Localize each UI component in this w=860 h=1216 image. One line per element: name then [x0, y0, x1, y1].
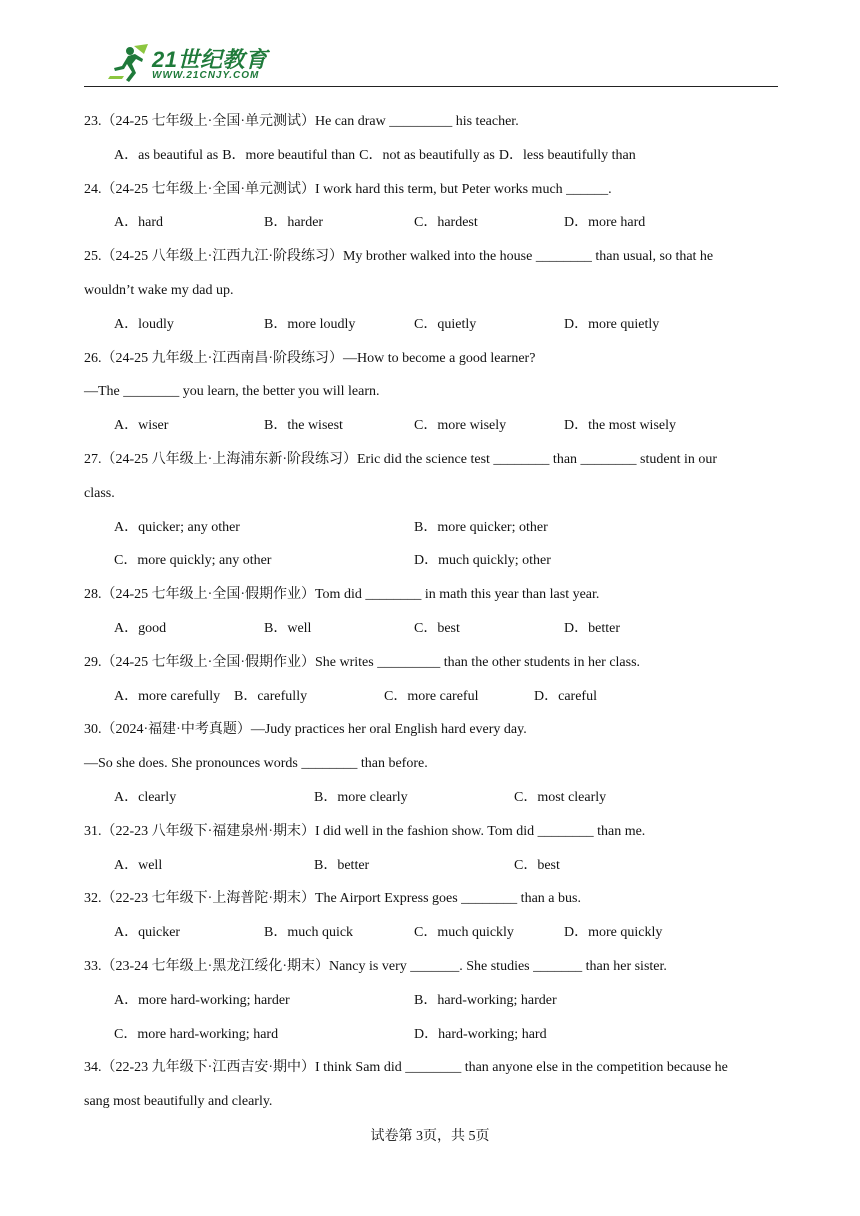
option-row: [84, 139, 784, 173]
page-header: [84, 40, 778, 87]
answer-option[interactable]: A．as beautiful as: [114, 147, 219, 163]
answer-option[interactable]: B．the wisest: [264, 418, 343, 434]
answer-option[interactable]: B．harder: [264, 215, 324, 231]
question-item: [84, 578, 784, 646]
question-item: [84, 882, 784, 950]
answer-option[interactable]: A．more hard-working; harder: [114, 992, 290, 1008]
answer-option[interactable]: D．careful: [534, 688, 597, 704]
question-stem-line: wouldn’t wake my dad up.: [84, 282, 234, 298]
question-item: [84, 240, 784, 341]
answer-option[interactable]: A．more carefully: [114, 688, 221, 704]
answer-option[interactable]: A．good: [114, 620, 167, 636]
answer-option[interactable]: C．best: [414, 620, 460, 636]
answer-option[interactable]: D．less beautifully than: [498, 147, 636, 163]
answer-option[interactable]: B．much quick: [264, 925, 354, 941]
question-item: [84, 950, 784, 1051]
answer-option[interactable]: C．more hard-working; hard: [114, 1026, 279, 1042]
answer-option[interactable]: C．quietly: [414, 316, 477, 332]
answer-option[interactable]: D．better: [564, 620, 620, 636]
option-row: [84, 308, 784, 342]
logo: [108, 42, 278, 84]
answer-option[interactable]: C．most clearly: [514, 789, 607, 805]
question-stem-line: —So she does. She pronounces words ________ than before.: [84, 756, 428, 772]
option-row: [84, 680, 784, 714]
question-item: [84, 1051, 784, 1119]
answer-option[interactable]: C．not as beautifully as: [359, 147, 495, 163]
answer-option[interactable]: B．hard-working; harder: [414, 992, 557, 1008]
answer-option[interactable]: C．much quickly: [414, 925, 514, 941]
question-stem-line: 29.（24-25 七年级上·全国·假期作业）She writes _________ than the other students in her class.: [84, 654, 641, 670]
answer-option[interactable]: D．more quietly: [564, 316, 660, 332]
question-stem-line: 28.（24-25 七年级上·全国·假期作业）Tom did ________ in math this year than last year.: [84, 587, 600, 603]
answer-option[interactable]: A．hard: [114, 215, 163, 231]
option-row: [84, 916, 784, 950]
question-item: [84, 342, 784, 443]
answer-option[interactable]: B．more loudly: [264, 316, 356, 332]
question-stem-line: 25.（24-25 八年级上·江西九江·阶段练习）My brother walked into the house ________ than usual, so that he: [84, 249, 714, 265]
question-list: [84, 105, 784, 1119]
question-stem-line: 33.（23-24 七年级上·黑龙江绥化·期末）Nancy is very _______. She studies _______ than her sister.: [84, 958, 667, 974]
page-footer: 试卷第 3页，共 5页: [370, 1129, 490, 1144]
question-stem-line: 26.（24-25 九年级上·江西南昌·阶段练习）—How to become a good learner?: [84, 350, 536, 366]
option-row: [84, 984, 784, 1018]
answer-option[interactable]: B．well: [264, 620, 312, 636]
answer-option[interactable]: A．clearly: [114, 789, 177, 805]
logo-title: 21世纪教育: [152, 47, 268, 72]
question-stem-line: 30.（2024·福建·中考真题）—Judy practices her oral English hard every day.: [84, 722, 527, 738]
answer-option[interactable]: C．more careful: [384, 688, 479, 704]
option-row: [84, 511, 784, 545]
option-row: [84, 544, 784, 578]
answer-option[interactable]: D．more hard: [564, 215, 646, 231]
answer-option[interactable]: D．the most wisely: [564, 418, 676, 434]
answer-option[interactable]: A．wiser: [114, 418, 169, 434]
question-stem-line: —The ________ you learn, the better you will learn.: [84, 384, 380, 400]
question-item: [84, 443, 784, 578]
answer-option[interactable]: A．quicker; any other: [114, 519, 240, 535]
answer-option[interactable]: B．more quicker; other: [414, 519, 548, 535]
question-item: [84, 105, 784, 173]
answer-option[interactable]: B．carefully: [234, 688, 308, 704]
question-stem-line: 31.（22-23 八年级下·福建泉州·期末）I did well in the fashion show. Tom did ________ than me.: [84, 823, 646, 839]
answer-option[interactable]: D．much quickly; other: [414, 553, 551, 569]
answer-option[interactable]: C．best: [514, 857, 560, 873]
option-row: [84, 781, 784, 815]
answer-option[interactable]: C．more wisely: [414, 418, 507, 434]
answer-option[interactable]: D．more quickly: [564, 925, 663, 941]
option-row: [84, 612, 784, 646]
question-stem-line: 24.（24-25 七年级上·全国·单元测试）I work hard this term, but Peter works much ______.: [84, 181, 612, 197]
option-row: [84, 849, 784, 883]
question-item: [84, 646, 784, 714]
question-stem-line: 34.（22-23 九年级下·江西吉安·期中）I think Sam did ________ than anyone else in the competition because he: [84, 1060, 728, 1076]
answer-option[interactable]: D．hard-working; hard: [414, 1026, 547, 1042]
option-row: [84, 1018, 784, 1052]
question-stem-line: 32.（22-23 七年级下·上海普陀·期末）The Airport Express goes ________ than a bus.: [84, 891, 581, 907]
answer-option[interactable]: A．quicker: [114, 925, 181, 941]
answer-option[interactable]: A．loudly: [114, 316, 174, 332]
answer-option[interactable]: B．more clearly: [314, 789, 408, 805]
answer-option[interactable]: A．well: [114, 857, 163, 873]
question-stem-line: 23.（24-25 七年级上·全国·单元测试）He can draw _________ his teacher.: [84, 114, 519, 129]
question-item: [84, 713, 784, 814]
runner-logo-icon: [108, 42, 152, 84]
logo-subtitle: WWW.21CNJY.COM: [152, 70, 260, 81]
option-row: [84, 409, 784, 443]
question-item: [84, 173, 784, 241]
answer-option[interactable]: C．hardest: [414, 215, 478, 231]
question-stem-line: sang most beautifully and clearly.: [84, 1094, 273, 1110]
question-stem-line: 27.（24-25 八年级上·上海浦东新·阶段练习）Eric did the science test ________ than ________ student in our: [84, 451, 718, 467]
question-stem-line: class.: [84, 485, 115, 501]
question-item: [84, 815, 784, 883]
answer-option[interactable]: C．more quickly; any other: [114, 553, 272, 569]
answer-option[interactable]: B．more beautiful than: [222, 147, 356, 163]
answer-option[interactable]: B．better: [314, 857, 370, 873]
option-row: [84, 206, 784, 240]
